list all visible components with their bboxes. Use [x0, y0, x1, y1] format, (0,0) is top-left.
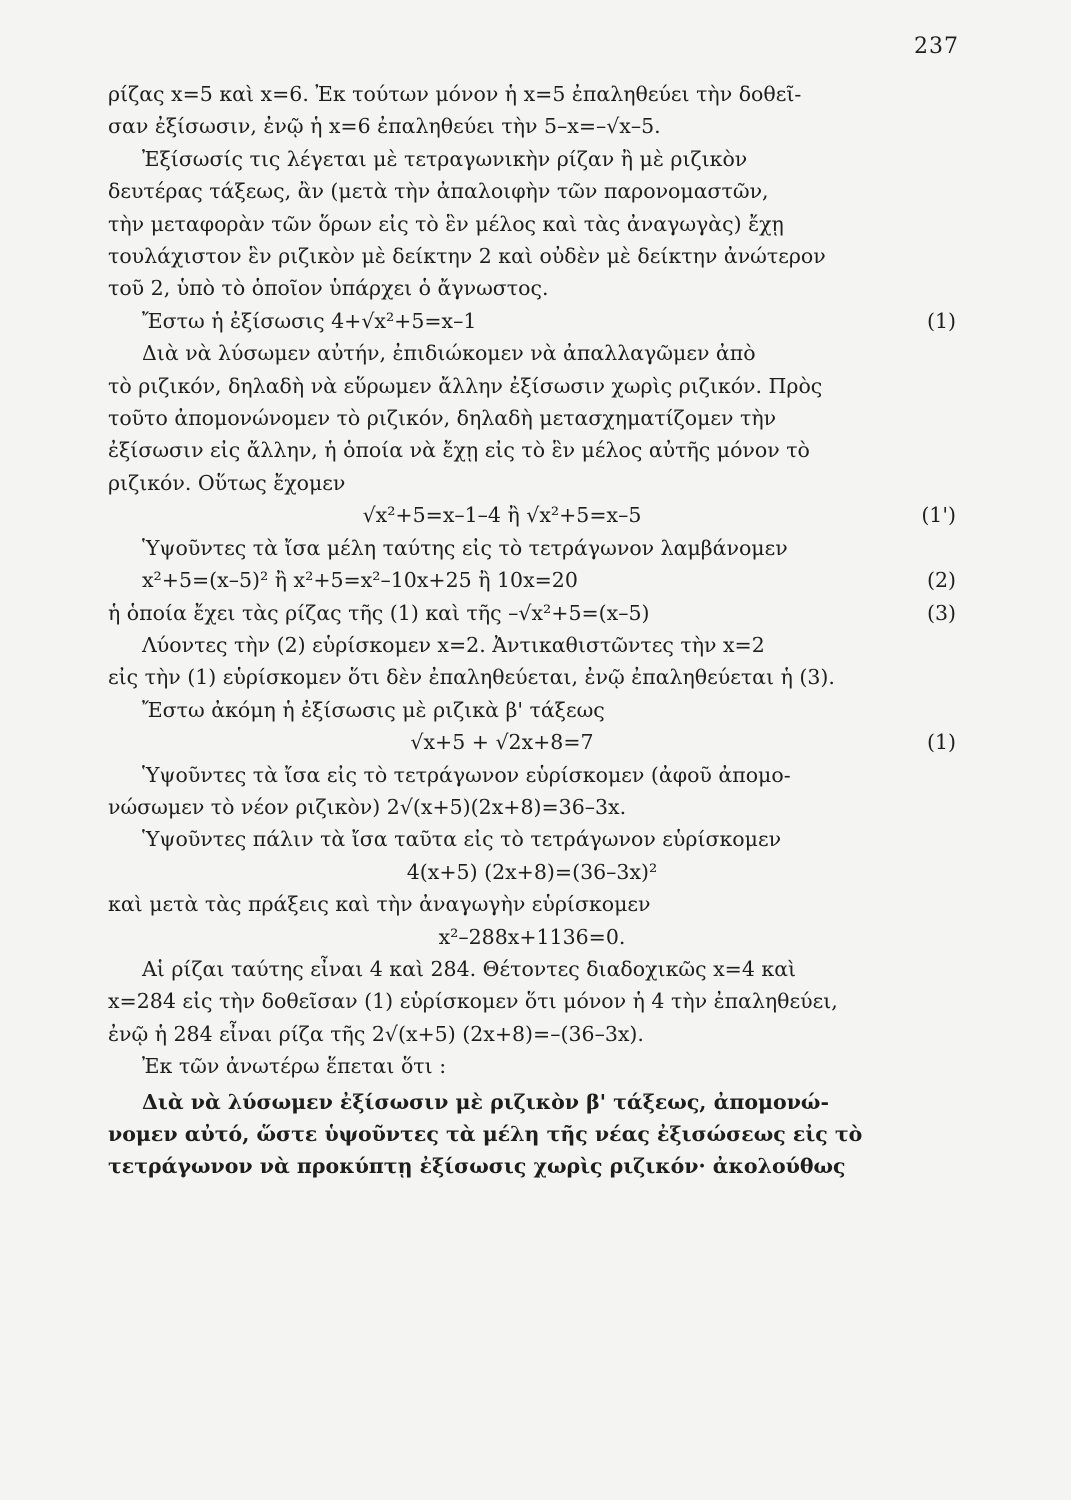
text-line: Ἔστω ἀκόμη ἡ ἐξίσωσις μὲ ριζικὰ β' τάξεως — [142, 697, 605, 722]
equation-number: (3) — [926, 600, 956, 625]
rule-statement: νομεν αὐτό, ὥστε ὑψοῦντες τὰ μέλη τῆς νέας ἐξισώσεως εἰς τὸ — [108, 1122, 863, 1146]
page-number: 237 — [914, 34, 959, 59]
text-line: δευτέρας τάξεως, ἂν (μετὰ τὴν ἀπαλοιφὴν τῶν παρονομαστῶν, — [108, 179, 769, 204]
equation-number: (1') — [921, 503, 956, 528]
equation-text: Ἔστω ἡ ἐξίσωσις 4+√x²+5=x–1 — [142, 308, 477, 333]
equation-text: √x+5 + √2x+8=7 — [410, 730, 594, 755]
equation-line — [108, 597, 956, 629]
paragraph-definition: Ἐξίσωσίς τις λέγεται μὲ τετραγωνικὴν ρίζαν ἢ μὲ ριζικὸν — [142, 146, 748, 171]
equation-number: (1) — [926, 308, 956, 333]
text-line: εἰς τὴν (1) εὑρίσκομεν ὅτι δὲν ἐπαληθεύεται, ἐνῷ ἐπαληθεύεται ἡ (3). — [108, 665, 835, 690]
equation-number: (2) — [926, 568, 956, 593]
text-line: Λύοντες τὴν (2) εὑρίσκομεν x=2. Ἀντικαθιστῶντες τὴν x=2 — [142, 632, 765, 657]
text-line: νώσωμεν τὸ νέον ριζικὸν) 2√(x+5)(2x+8)=36–3x. — [108, 794, 627, 819]
page-body — [108, 78, 956, 1183]
text-line: τὴν μεταφορὰν τῶν ὅρων εἰς τὸ ἓν μέλος καὶ τὰς ἀναγωγὰς) ἔχῃ — [108, 211, 784, 236]
text-line: ἐνῷ ἡ 284 εἶναι ρίζα τῆς 2√(x+5) (2x+8)=–(36–3x). — [108, 1021, 644, 1046]
equation-text: ἡ ὁποία ἔχει τὰς ρίζας τῆς (1) καὶ τῆς –√x²+5=(x–5) — [108, 600, 650, 625]
text-line: τοῦτο ἀπομονώνομεν τὸ ριζικόν, δηλαδὴ μετασχηματίζομεν τὴν — [108, 406, 777, 431]
equation-line — [108, 305, 956, 337]
equation-text: x²+5=(x–5)² ἢ x²+5=x²–10x+25 ἢ 10x=20 — [142, 568, 578, 593]
text-line: Αἱ ρίζαι ταύτης εἶναι 4 καὶ 284. Θέτοντες διαδοχικῶς x=4 καὶ — [142, 956, 797, 981]
equation-line — [108, 564, 956, 596]
text-line: σαν ἐξίσωσιν, ἐνῷ ἡ x=6 ἐπαληθεύει τὴν 5–x=–√x–5. — [108, 114, 661, 139]
text-line: Διὰ νὰ λύσωμεν αὐτήν, ἐπιδιώκομεν νὰ ἀπαλλαγῶμεν ἀπὸ — [142, 341, 756, 366]
text-line: Ὑψοῦντες τὰ ἴσα μέλη ταύτης εἰς τὸ τετράγωνον λαμβάνομεν — [142, 535, 788, 560]
equation-line — [108, 499, 956, 531]
text-line: Ὑψοῦντες πάλιν τὰ ἴσα ταῦτα εἰς τὸ τετράγωνον εὑρίσκομεν — [142, 827, 782, 852]
rule-statement: τετράγωνον νὰ προκύπτῃ ἐξίσωσις χωρὶς ριζικόν· ἀκολούθως — [108, 1154, 846, 1179]
equation-text: √x²+5=x–1–4 ἢ √x²+5=x–5 — [362, 503, 642, 528]
text-line: Ὑψοῦντες τὰ ἴσα εἰς τὸ τετράγωνον εὑρίσκομεν (ἀφοῦ ἀπομο- — [142, 762, 791, 787]
text-line: ριζικόν. Οὕτως ἔχομεν — [108, 470, 346, 495]
text-line: x=284 εἰς τὴν δοθεῖσαν (1) εὑρίσκομεν ὅτι μόνον ἡ 4 τὴν ἐπαληθεύει, — [108, 989, 838, 1014]
equation-number: (1) — [926, 730, 956, 755]
text-line: τὸ ριζικόν, δηλαδὴ νὰ εὕρωμεν ἄλλην ἐξίσωσιν χωρὶς ριζικόν. Πρὸς — [108, 373, 823, 398]
equation-line: x²–288x+1136=0. — [438, 924, 626, 949]
text-line: καὶ μετὰ τὰς πράξεις καὶ τὴν ἀναγωγὴν εὑρίσκομεν — [108, 892, 651, 917]
rule-statement: Διὰ νὰ λύσωμεν ἐξίσωσιν μὲ ριζικὸν β' τάξεως, ἀπομονώ- — [142, 1089, 829, 1114]
text-line: Ἐκ τῶν ἀνωτέρω ἕπεται ὅτι : — [142, 1054, 447, 1079]
text-line: ρίζας x=5 καὶ x=6. Ἐκ τούτων μόνον ἡ x=5 ἐπαληθεύει τὴν δοθεῖ- — [108, 82, 802, 106]
text-line: ἐξίσωσιν εἰς ἄλλην, ἡ ὁποία νὰ ἔχῃ εἰς τὸ ἓν μέλος αὐτῆς μόνον τὸ — [108, 438, 810, 463]
equation-line: 4(x+5) (2x+8)=(36–3x)² — [406, 859, 658, 884]
text-line: τουλάχιστον ἓν ριζικὸν μὲ δείκτην 2 καὶ οὐδὲν μὲ δείκτην ἀνώτερον — [108, 244, 826, 269]
text-line: τοῦ 2, ὑπὸ τὸ ὁποῖον ὑπάρχει ὁ ἄγνωστος. — [108, 276, 549, 301]
equation-line — [108, 726, 956, 758]
